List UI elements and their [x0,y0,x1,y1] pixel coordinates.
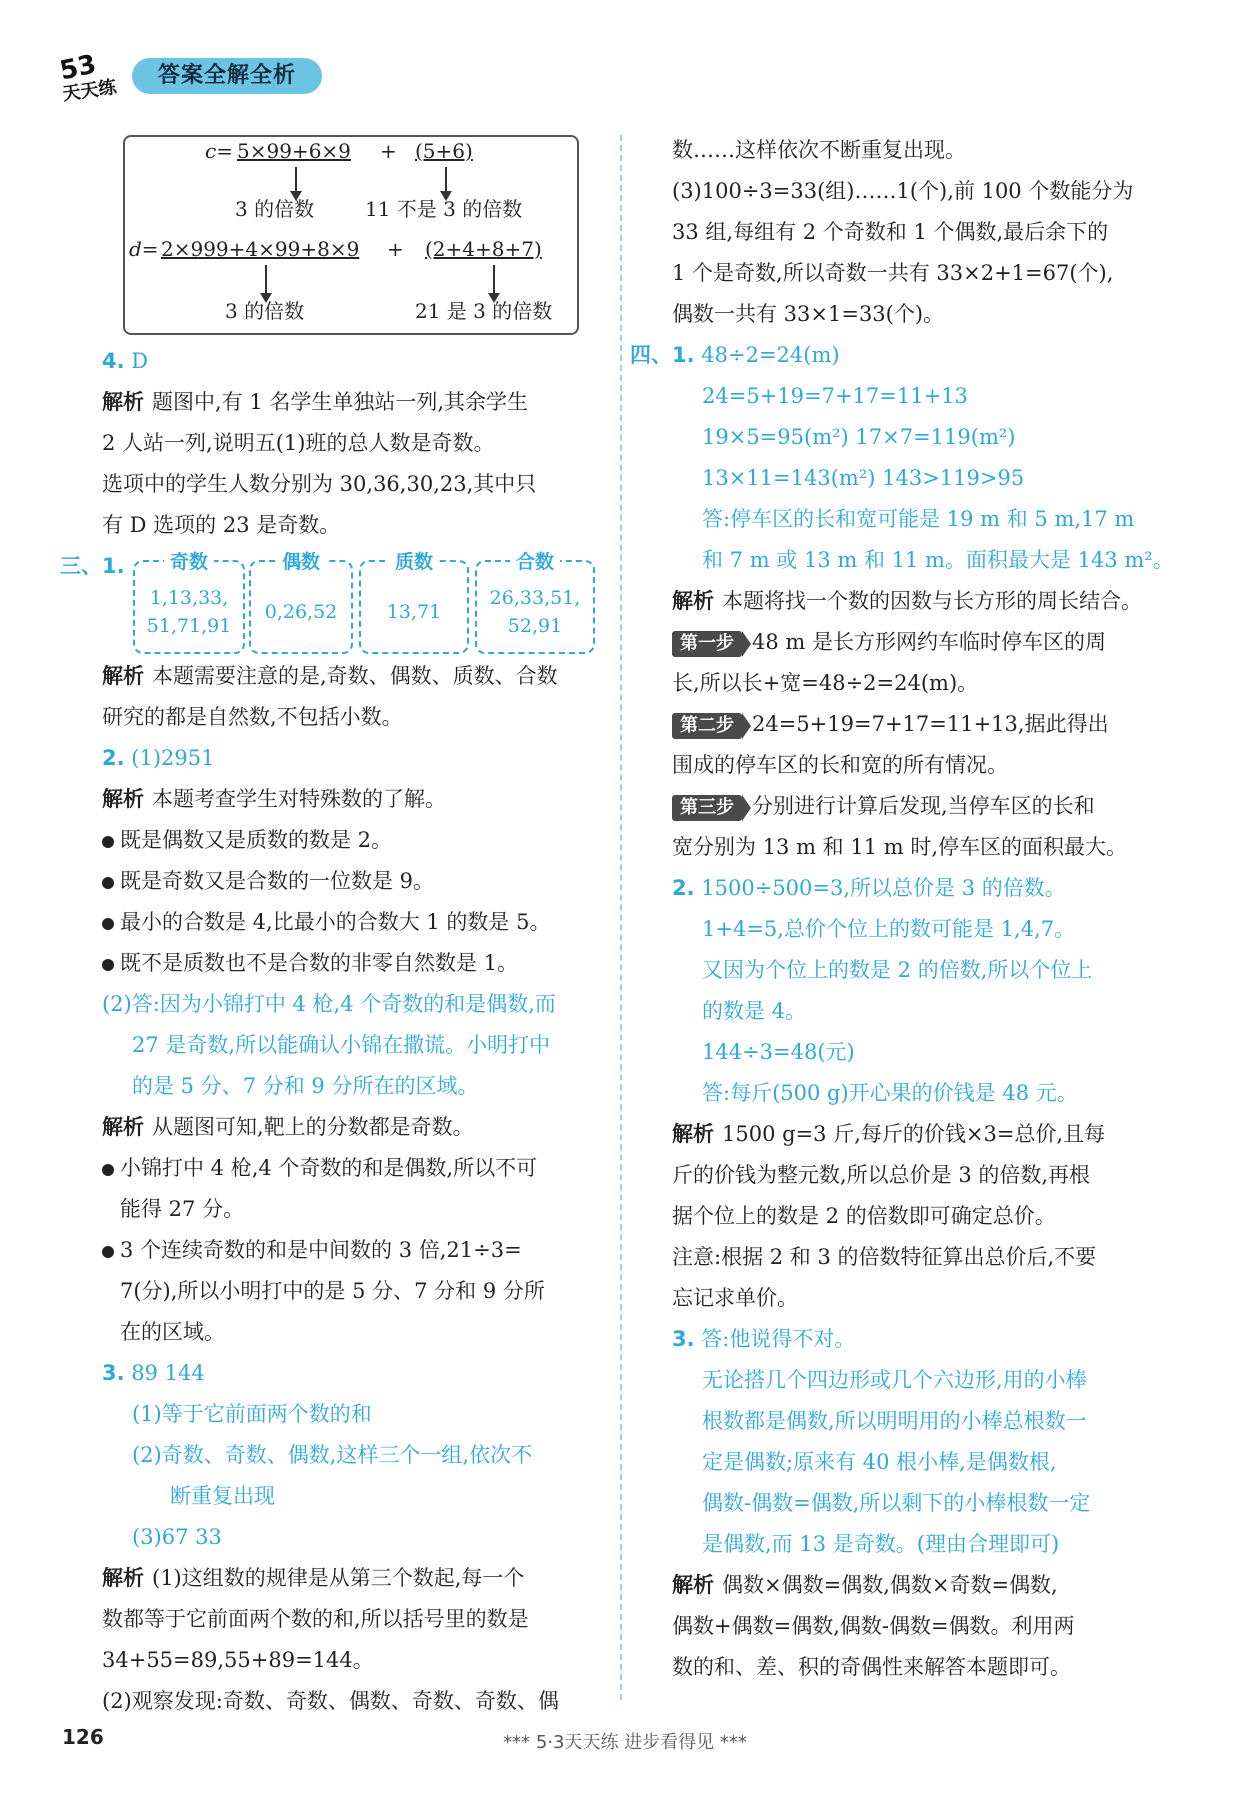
q2-number: 2. [672,876,695,900]
bullet-icon [102,959,114,971]
analysis-label: 解析 [672,589,714,613]
page-number: 126 [62,1725,104,1749]
c-arrow-2 [445,167,447,193]
q2-answer-2: (2)答:因为小锦打中 4 枪,4 个奇数的和是偶数,而 [102,992,556,1016]
q3-line: 定是偶数;原来有 40 根小棒,是偶数根, [702,1450,1057,1474]
q4-line: 题图中,有 1 名学生单独站一列,其余学生 [152,390,529,414]
d-arrow-2 [493,265,495,295]
s1-line: 本题需要注意的是,奇数、偶数、质数、合数 [152,664,558,688]
category-values: 26,33,51, [489,587,581,609]
analysis-label: 解析 [672,1122,714,1146]
continuation-line: (3)100÷3=33(组)……1(个),前 100 个数能分为 [672,179,1134,203]
continuation-line: 偶数一共有 33×1=33(个)。 [672,302,945,326]
formula-box [123,135,579,335]
step-1-line: 长,所以长+宽=48÷2=24(m)。 [672,671,979,695]
q3-line: 是偶数,而 13 是奇数。(理由合理即可) [702,1532,1060,1556]
bullet-icon [102,1164,114,1176]
q2-line: 144÷3=48(元) [702,1040,855,1064]
step-2-line: 围成的停车区的长和宽的所有情况。 [672,753,1008,777]
s4-line: 答:停车区的长和宽可能是 19 m 和 5 m,17 m [702,507,1135,531]
q2-line: 又因为个位上的数是 2 的倍数,所以个位上 [702,958,1093,982]
category-values: 13,71 [386,601,442,623]
q3-answer-2: (2)奇数、奇数、偶数,这样三个一组,依次不 [132,1443,533,1467]
q4-answer: D [131,349,149,373]
q2-answer-1: (1)2951 [131,746,215,770]
q2-bullet: 既不是质数也不是合数的非零自然数是 1。 [120,951,519,975]
step-1-badge: 第一步 [672,631,742,657]
bullet-icon [102,877,114,889]
c-paren: (5+6) [415,139,473,163]
analysis-label: 解析 [102,1566,144,1590]
q3-line: 无论搭几个四边形或几个六边形,用的小棒 [702,1368,1087,1392]
q2-bullet-2: 小锦打中 4 枪,4 个奇数的和是偶数,所以不可 [120,1156,538,1180]
q2-bullet: 最小的合数是 4,比最小的合数大 1 的数是 5。 [120,910,551,934]
q3-number: 3. [672,1327,695,1351]
c-expr: 5×99+6×9 [237,139,351,163]
q2-note: 注意:根据 2 和 3 的倍数特征算出总价后,不要 [672,1245,1097,1269]
analysis-label: 解析 [102,664,144,688]
right-column [630,130,1175,1688]
category-title: 质数 [389,548,439,576]
footer-slogan: *** 5·3天天练 进步看得见 *** [503,1732,747,1753]
section-4-number: 四、1. [630,343,695,367]
analysis-label: 解析 [102,390,144,414]
c-arrow-1 [295,167,297,193]
q2-line: 1500÷500=3,所以总价是 3 的倍数。 [701,876,1066,900]
category-even [249,551,353,654]
q3-answer-3: (3)67 33 [132,1525,222,1549]
bullet-icon [102,918,114,930]
q2-line: 答:每斤(500 g)开心果的价钱是 48 元。 [702,1081,1078,1105]
q2-answer-2: 27 是奇数,所以能确认小锦在撒谎。小明打中 [132,1033,551,1057]
continuation-line: 数……这样依次不断重复出现。 [672,138,966,162]
category-values: 0,26,52 [264,601,338,623]
category-title: 合数 [510,548,560,576]
analysis-label: 解析 [102,1115,144,1139]
q4-line: 2 人站一列,说明五(1)班的总人数是奇数。 [102,431,495,455]
analysis-label: 解析 [672,1573,714,1597]
svg-text:53: 53 [58,49,99,87]
continuation-line: 1 个是奇数,所以奇数一共有 33×2+1=67(个), [672,261,1114,285]
d-note-2: 21 是 3 的倍数 [415,299,553,323]
q2-analysis: 1500 g=3 斤,每斤的价钱×3=总价,且每 [722,1122,1106,1146]
q3-analysis: 偶数×偶数=偶数,偶数×奇数=偶数, [722,1573,1058,1597]
s4-line: 和 7 m 或 13 m 和 11 m。面积最大是 143 m²。 [702,548,1174,572]
c-note-1: 3 的倍数 [235,197,315,221]
logo [58,48,130,104]
q3-answer-2: 断重复出现 [170,1484,275,1508]
q3-answer: 89 144 [131,1361,205,1385]
q4-line: 有 D 选项的 23 是奇数。 [102,513,341,537]
category-title: 偶数 [276,548,326,576]
s4-line: 24=5+19=7+17=11+13 [702,384,968,408]
category-values: 1,13,33, [149,587,229,609]
q2-bullet-3: 在的区域。 [120,1320,225,1344]
step-3-badge: 第三步 [672,795,742,821]
q3-answer-1: (1)等于它前面两个数的和 [132,1402,372,1426]
q3-analysis: 偶数+偶数=偶数,偶数-偶数=偶数。利用两 [672,1614,1075,1638]
q3-analysis: (1)这组数的规律是从第三个数起,每一个 [152,1566,525,1590]
svg-text:天天练: 天天练 [61,76,118,104]
q4-number: 4. [102,349,125,373]
column-divider [620,135,622,1700]
section-3-number: 三、1. [60,554,125,578]
q2-analysis: 本题考查学生对特殊数的了解。 [152,787,446,811]
q3-line: 根数都是偶数,所以明明用的小棒总根数一 [702,1409,1087,1433]
q3-analysis: 34+55=89,55+89=144。 [102,1648,374,1672]
d-expr: 2×999+4×99+8×9 [161,237,360,261]
q3-analysis: 数都等于它前面两个数的和,所以括号里的数是 [102,1607,529,1631]
q3-analysis: 数的和、差、积的奇偶性来解答本题即可。 [672,1655,1071,1679]
c-note-2: 11 不是 3 的倍数 [365,197,523,221]
step-1-line: 48 m 是长方形网约车临时停车区的周 [752,630,1106,654]
s4-line: 13×11=143(m²) 143>119>95 [702,466,1025,490]
s4-analysis: 本题将找一个数的因数与长方形的周长结合。 [722,589,1142,613]
category-odd [133,551,245,654]
category-values: 51,71,91 [146,615,232,637]
q2-analysis: 斤的价钱为整元数,所以总价是 3 的倍数,再根 [672,1163,1091,1187]
header-banner: 答案全解全析 [132,58,322,94]
s4-line: 19×5=95(m²) 17×7=119(m²) [702,425,1016,449]
bullet-icon [102,1246,114,1258]
q3-analysis: (2)观察发现:奇数、奇数、偶数、奇数、奇数、偶 [102,1689,559,1713]
q3-line: 偶数-偶数=偶数,所以剩下的小棒根数一定 [702,1491,1091,1515]
q2-note: 忘记求单价。 [672,1286,798,1310]
step-3-line: 分别进行计算后发现,当停车区的长和 [752,794,1095,818]
q2-answer-2: 的是 5 分、7 分和 9 分所在的区域。 [132,1074,479,1098]
step-2-badge: 第二步 [672,713,742,739]
category-prime [359,551,469,654]
category-values: 52,91 [507,615,563,637]
step-2-line: 24=5+19=7+17=11+13,据此得出 [752,712,1109,736]
q2-number: 2. [102,746,125,770]
q2-analysis: 据个位上的数是 2 的倍数即可确定总价。 [672,1204,1056,1228]
d-label: d= [129,237,159,261]
c-plus: + [380,139,397,163]
category-title: 奇数 [164,548,214,576]
step-3-line: 宽分别为 13 m 和 11 m 时,停车区的面积最大。 [672,835,1127,859]
q2-line: 1+4=5,总价个位上的数可能是 1,4,7。 [702,917,1076,941]
left-column-body [60,656,600,1722]
s4-line: 48÷2=24(m) [701,343,840,367]
q2-bullet-2: 能得 27 分。 [120,1197,245,1221]
number-categories [133,551,593,652]
q3-number: 3. [102,1361,125,1385]
logo-icon [58,48,130,104]
d-paren: (2+4+8+7) [425,237,542,261]
category-composite [475,551,595,654]
analysis-label: 解析 [102,787,144,811]
d-arrow-1 [265,265,267,295]
q4-line: 选项中的学生人数分别为 30,36,30,23,其中只 [102,472,537,496]
q2-bullet-3: 7(分),所以小明打中的是 5 分、7 分和 9 分所 [120,1279,545,1303]
d-note-1: 3 的倍数 [225,299,305,323]
q2-line: 的数是 4。 [702,999,807,1023]
q2-bullet: 既是偶数又是质数的数是 2。 [120,828,393,852]
continuation-line: 33 组,每组有 2 个奇数和 1 个偶数,最后余下的 [672,220,1109,244]
s1-line: 研究的都是自然数,不包括小数。 [102,705,403,729]
d-plus: + [387,237,404,261]
q2-bullet: 既是奇数又是合数的一位数是 9。 [120,869,435,893]
q3-line: 答:他说得不对。 [701,1327,856,1351]
c-label: c= [205,139,233,163]
bullet-icon [102,836,114,848]
q2-bullet-3: 3 个连续奇数的和是中间数的 3 倍,21÷3= [120,1238,522,1262]
q2-analysis-2: 从题图可知,靶上的分数都是奇数。 [152,1115,474,1139]
